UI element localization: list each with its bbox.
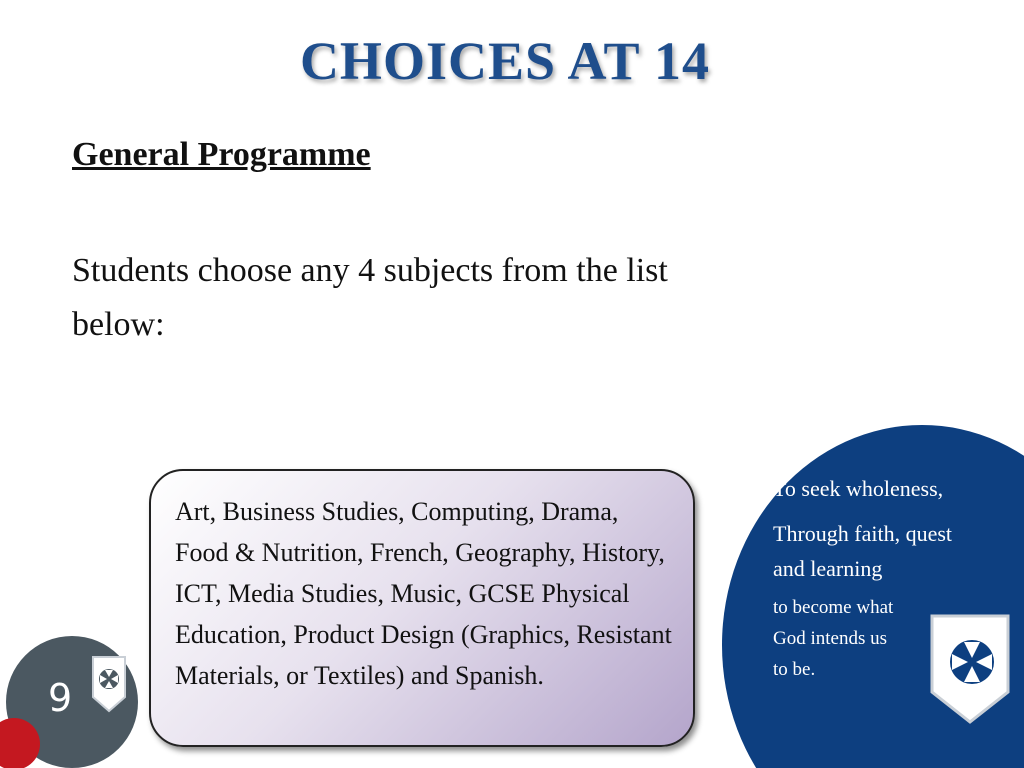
intro-text: Students choose any 4 subjects from the list below: <box>72 252 668 343</box>
mission-line-1: To seek wholeness, <box>773 476 944 501</box>
mission-line-2: Through faith, quest and learning <box>773 521 953 581</box>
shield-cross-icon <box>930 614 1010 724</box>
section-heading: General Programme <box>72 136 371 173</box>
mission-line-3: to become what God intends us to be. <box>773 597 894 680</box>
page-number: 9 <box>48 676 73 720</box>
subjects-box <box>149 469 695 747</box>
shield-cross-icon <box>91 655 127 713</box>
subjects-list: Art, Business Studies, Computing, Drama, Food & Nutrition, French, Geography, History, ICT, Media Studies, Music, GCSE Physical Education, Product Design (Graphics, Resistant Materials, or Textiles) and Spanish. <box>175 497 672 690</box>
slide-title: CHOICES AT 14 <box>299 31 711 91</box>
